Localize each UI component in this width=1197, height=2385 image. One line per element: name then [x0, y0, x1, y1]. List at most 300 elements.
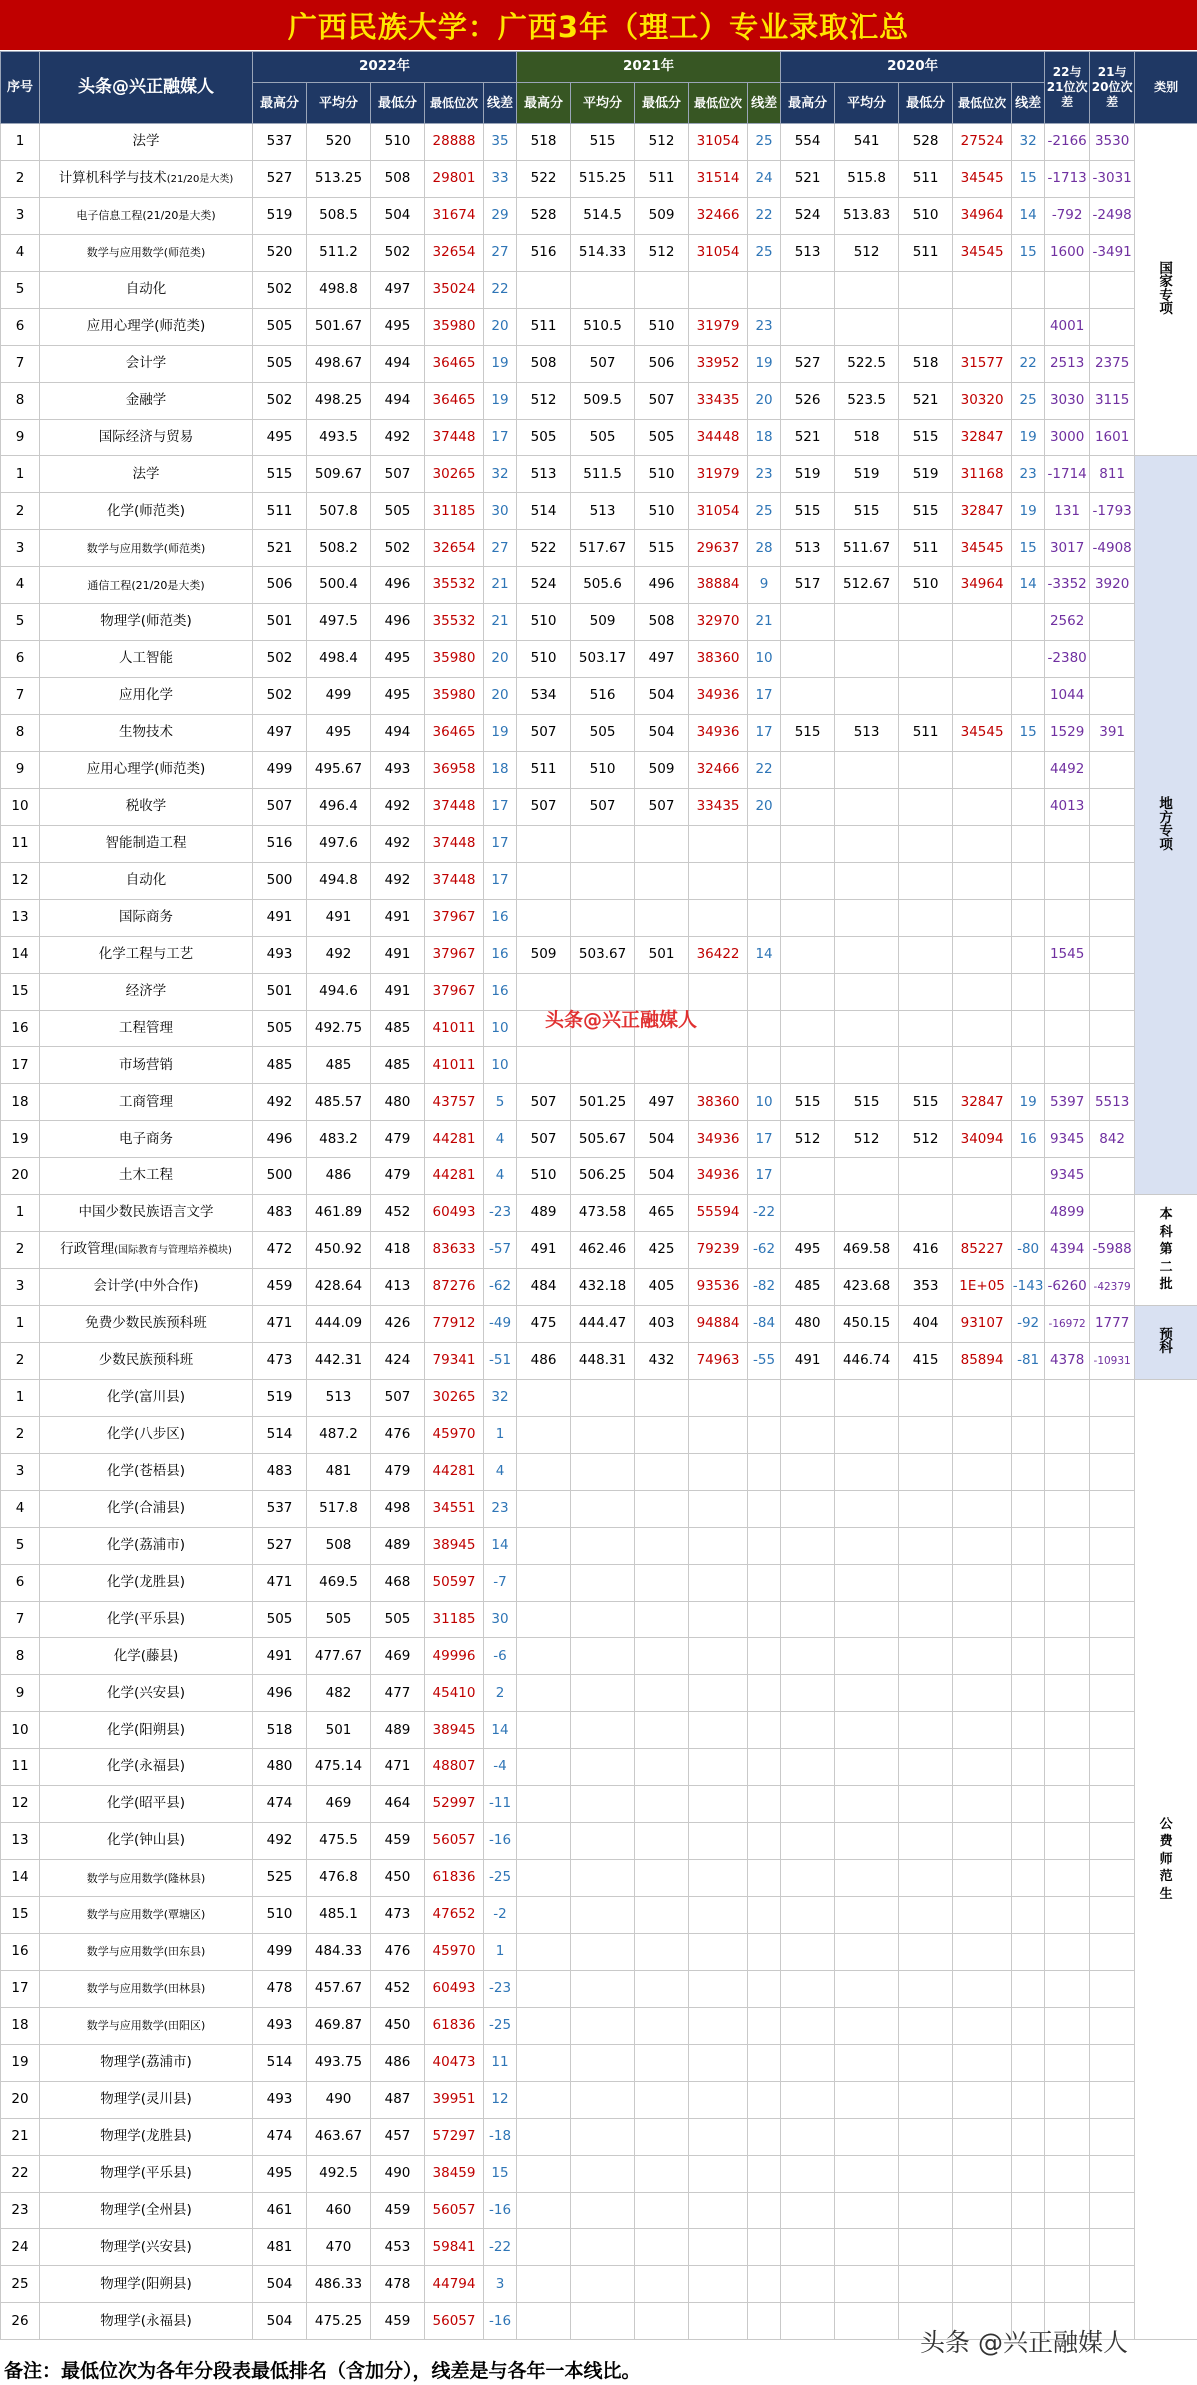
cell-y2021-max: 509	[517, 936, 571, 973]
cell-y2021-gap	[748, 1860, 781, 1897]
cell-y2020-min	[899, 862, 953, 899]
cell-y2022-gap: -16	[484, 2192, 517, 2229]
cell-y2021-gap	[748, 1933, 781, 1970]
row-seq: 17	[1, 1970, 40, 2007]
major-name: 应用心理学(师范类)	[86, 317, 206, 334]
cell-y2021-avg	[571, 1527, 635, 1564]
cell-diff-22-21	[1045, 1860, 1090, 1897]
cell-y2022-min: 477	[371, 1675, 425, 1712]
cell-y2022-max: 527	[253, 1527, 307, 1564]
cell-y2022-max: 505	[253, 345, 307, 382]
cell-y2020-min: 511	[899, 160, 953, 197]
header-year-2020: 2020年	[781, 52, 1045, 83]
cell-y2021-min	[635, 2044, 689, 2081]
row-major	[40, 1158, 253, 1195]
row-major	[40, 1379, 253, 1416]
cell-y2022-avg: 497.6	[307, 825, 371, 862]
cell-diff-22-21	[1045, 1416, 1090, 1453]
cell-y2021-rank: 33435	[689, 788, 748, 825]
cell-y2021-avg	[571, 1970, 635, 2007]
cell-y2022-avg: 486.33	[307, 2266, 371, 2303]
cell-y2020-gap	[1012, 1601, 1045, 1638]
major-name: 少数民族预科班	[98, 1352, 194, 1369]
cell-y2022-max: 527	[253, 160, 307, 197]
row-major	[40, 2303, 253, 2340]
cell-y2021-gap	[748, 1786, 781, 1823]
cell-diff-22-21: 4394	[1045, 1232, 1090, 1269]
cell-y2022-max: 510	[253, 1897, 307, 1934]
cell-y2022-min: 507	[371, 456, 425, 493]
cell-y2020-rank	[953, 2081, 1012, 2118]
row-seq: 23	[1, 2192, 40, 2229]
cell-y2022-min: 494	[371, 715, 425, 752]
cell-y2021-min	[635, 825, 689, 862]
cell-y2022-avg: 483.2	[307, 1121, 371, 1158]
cell-y2022-avg: 501	[307, 1712, 371, 1749]
row-major	[40, 382, 253, 419]
cell-y2021-max	[517, 1047, 571, 1084]
row-seq: 4	[1, 1490, 40, 1527]
cell-y2020-gap	[1012, 1527, 1045, 1564]
cell-y2022-gap: 20	[484, 678, 517, 715]
cell-y2022-min: 471	[371, 1749, 425, 1786]
cell-y2020-gap	[1012, 2229, 1045, 2266]
cell-y2020-avg: 523.5	[835, 382, 899, 419]
cell-y2021-avg	[571, 1490, 635, 1527]
cell-y2022-max: 501	[253, 604, 307, 641]
cell-y2022-gap: 15	[484, 2155, 517, 2192]
cell-y2022-min: 487	[371, 2081, 425, 2118]
major-name: 物理学(阳朔县)	[100, 2275, 192, 2292]
cell-y2020-min: 415	[899, 1342, 953, 1379]
cell-y2021-max	[517, 1601, 571, 1638]
cell-y2021-rank: 32970	[689, 604, 748, 641]
cell-diff-21-20	[1090, 973, 1135, 1010]
cell-y2020-max: 554	[781, 124, 835, 161]
cell-y2020-max	[781, 1823, 835, 1860]
cell-y2020-rank: 31577	[953, 345, 1012, 382]
cell-y2022-max: 492	[253, 1823, 307, 1860]
cell-y2022-rank: 37967	[425, 973, 484, 1010]
table-row	[1, 2266, 1197, 2303]
cell-y2021-min: 515	[635, 530, 689, 567]
cell-y2021-gap: -62	[748, 1232, 781, 1269]
major-name: 化学工程与工艺	[98, 945, 194, 962]
cell-y2021-rank	[689, 1564, 748, 1601]
row-seq: 5	[1, 271, 40, 308]
cell-y2022-min: 418	[371, 1232, 425, 1269]
major-name: 应用心理学(师范类)	[86, 761, 206, 778]
major-name: 化学(师范类)	[106, 502, 186, 519]
cell-y2020-avg	[835, 1601, 899, 1638]
cell-diff-21-20	[1090, 604, 1135, 641]
cell-y2022-min: 505	[371, 1601, 425, 1638]
cell-y2021-gap	[748, 1712, 781, 1749]
major-note: (21/20是大类)	[166, 174, 234, 186]
cell-y2021-rank	[689, 2118, 748, 2155]
row-seq: 5	[1, 1527, 40, 1564]
cell-y2021-gap: 14	[748, 936, 781, 973]
cell-y2022-max: 502	[253, 678, 307, 715]
cell-y2021-avg	[571, 1638, 635, 1675]
cell-y2020-avg	[835, 1010, 899, 1047]
cell-y2021-min	[635, 1970, 689, 2007]
row-seq: 6	[1, 308, 40, 345]
table-row	[1, 1342, 1197, 1379]
cell-diff-21-20	[1090, 2044, 1135, 2081]
cell-y2021-min: 512	[635, 234, 689, 271]
table-row	[1, 2007, 1197, 2044]
cell-diff-22-21: 4492	[1045, 751, 1090, 788]
category-label	[1135, 456, 1197, 1195]
row-seq: 16	[1, 1933, 40, 1970]
row-seq: 13	[1, 1823, 40, 1860]
cell-y2021-min: 510	[635, 456, 689, 493]
cell-y2020-rank: 93107	[953, 1306, 1012, 1343]
cell-y2022-gap: -49	[484, 1306, 517, 1343]
cell-y2020-gap	[1012, 936, 1045, 973]
cell-y2021-rank	[689, 1379, 748, 1416]
cell-y2020-avg: 450.15	[835, 1306, 899, 1343]
cell-diff-21-20	[1090, 2192, 1135, 2229]
row-seq: 9	[1, 1675, 40, 1712]
cell-y2020-avg	[835, 2007, 899, 2044]
cell-y2022-avg: 450.92	[307, 1232, 371, 1269]
major-name: 行政管理	[60, 1241, 115, 1258]
cell-y2022-min: 508	[371, 160, 425, 197]
cell-y2020-avg	[835, 1970, 899, 2007]
cell-y2021-min: 504	[635, 678, 689, 715]
cell-y2020-rank	[953, 751, 1012, 788]
table-row	[1, 899, 1197, 936]
row-major	[40, 1897, 253, 1934]
header-2020-col-2: 最低分	[899, 83, 953, 124]
cell-y2020-rank	[953, 825, 1012, 862]
cell-diff-22-21: 4013	[1045, 788, 1090, 825]
cell-y2020-max: 515	[781, 493, 835, 530]
cell-y2021-max	[517, 2192, 571, 2229]
cell-y2020-max: 521	[781, 160, 835, 197]
cell-y2021-max	[517, 1823, 571, 1860]
cell-y2020-gap	[1012, 1638, 1045, 1675]
cell-y2020-rank	[953, 308, 1012, 345]
cell-y2022-avg: 475.14	[307, 1749, 371, 1786]
cell-y2020-rank	[953, 2155, 1012, 2192]
cell-y2022-avg: 498.4	[307, 641, 371, 678]
table-row	[1, 1379, 1197, 1416]
row-major	[40, 862, 253, 899]
cell-y2020-max: 527	[781, 345, 835, 382]
cell-y2022-avg: 508.2	[307, 530, 371, 567]
cell-y2021-gap: 23	[748, 308, 781, 345]
cell-y2022-max: 519	[253, 197, 307, 234]
cell-y2021-max: 522	[517, 160, 571, 197]
cell-diff-22-21: -3352	[1045, 567, 1090, 604]
cell-diff-21-20	[1090, 936, 1135, 973]
cell-y2021-rank	[689, 2044, 748, 2081]
cell-y2020-rank	[953, 1527, 1012, 1564]
cell-y2020-max	[781, 1416, 835, 1453]
cell-diff-21-20	[1090, 1453, 1135, 1490]
cell-diff-21-20	[1090, 308, 1135, 345]
cell-y2020-rank	[953, 1601, 1012, 1638]
cell-y2022-min: 491	[371, 936, 425, 973]
cell-y2020-gap: 23	[1012, 456, 1045, 493]
cell-y2022-avg: 486	[307, 1158, 371, 1195]
major-name: 化学(平乐县)	[106, 1610, 186, 1627]
cell-y2021-max: 516	[517, 234, 571, 271]
cell-y2020-max: 485	[781, 1269, 835, 1306]
cell-y2022-rank: 41011	[425, 1010, 484, 1047]
cell-y2022-rank: 35980	[425, 641, 484, 678]
cell-diff-21-20	[1090, 1897, 1135, 1934]
table-row	[1, 641, 1197, 678]
table-row	[1, 936, 1197, 973]
cell-diff-21-20: -10931	[1090, 1342, 1135, 1379]
cell-y2020-avg	[835, 1453, 899, 1490]
cell-y2022-avg: 513	[307, 1379, 371, 1416]
cell-diff-22-21	[1045, 1010, 1090, 1047]
cell-y2022-max: 514	[253, 2044, 307, 2081]
cell-y2020-min	[899, 1933, 953, 1970]
table-row	[1, 1897, 1197, 1934]
cell-y2020-rank: 32847	[953, 1084, 1012, 1121]
major-name: 化学(富川县)	[106, 1389, 186, 1406]
cell-y2021-min	[635, 2007, 689, 2044]
cell-y2021-rank	[689, 2266, 748, 2303]
row-seq: 15	[1, 973, 40, 1010]
cell-diff-22-21: -1714	[1045, 456, 1090, 493]
cell-y2020-rank: 85894	[953, 1342, 1012, 1379]
cell-y2022-rank: 43757	[425, 1084, 484, 1121]
cell-y2021-min	[635, 2303, 689, 2340]
cell-y2021-min: 512	[635, 124, 689, 161]
cell-y2021-min	[635, 1675, 689, 1712]
cell-y2020-avg	[835, 1379, 899, 1416]
cell-y2020-avg	[835, 1527, 899, 1564]
cell-y2021-max	[517, 2229, 571, 2266]
row-major	[40, 160, 253, 197]
cell-y2021-avg	[571, 825, 635, 862]
cell-y2022-rank: 37448	[425, 788, 484, 825]
corner-watermark: 头条 @兴正融媒人	[920, 2328, 1128, 2357]
cell-y2022-gap: 17	[484, 788, 517, 825]
cell-diff-22-21	[1045, 271, 1090, 308]
cell-y2021-min	[635, 2081, 689, 2118]
cell-y2021-max	[517, 2303, 571, 2340]
cell-y2022-avg: 492.75	[307, 1010, 371, 1047]
cell-y2020-rank: 34545	[953, 530, 1012, 567]
cell-y2020-avg	[835, 1195, 899, 1232]
major-name: 化学(合浦县)	[106, 1499, 186, 1516]
table-row	[1, 1490, 1197, 1527]
cell-y2020-avg: 522.5	[835, 345, 899, 382]
cell-y2021-gap: 22	[748, 751, 781, 788]
cell-y2021-gap: 17	[748, 715, 781, 752]
cell-y2020-max	[781, 2303, 835, 2340]
table-row	[1, 1860, 1197, 1897]
cell-y2022-avg: 498.25	[307, 382, 371, 419]
cell-y2021-rank	[689, 1416, 748, 1453]
cell-y2022-gap: 22	[484, 271, 517, 308]
cell-diff-21-20	[1090, 1786, 1135, 1823]
cell-y2020-avg	[835, 2303, 899, 2340]
table-row	[1, 1749, 1197, 1786]
cell-y2021-avg: 513	[571, 493, 635, 530]
row-seq: 24	[1, 2229, 40, 2266]
cell-y2020-gap	[1012, 1823, 1045, 1860]
cell-y2021-rank: 79239	[689, 1232, 748, 1269]
cell-y2021-rank: 34936	[689, 1121, 748, 1158]
cell-y2020-max	[781, 271, 835, 308]
cell-diff-22-21: 2513	[1045, 345, 1090, 382]
cell-y2020-rank: 85227	[953, 1232, 1012, 1269]
cell-diff-21-20	[1090, 1527, 1135, 1564]
cell-diff-21-20	[1090, 1638, 1135, 1675]
cell-y2021-rank: 31514	[689, 160, 748, 197]
cell-y2020-avg: 519	[835, 456, 899, 493]
cell-y2020-max	[781, 862, 835, 899]
cell-y2022-gap: -25	[484, 2007, 517, 2044]
cell-y2021-max	[517, 899, 571, 936]
cell-y2022-rank: 37448	[425, 862, 484, 899]
row-seq: 21	[1, 2118, 40, 2155]
cell-y2021-min	[635, 2118, 689, 2155]
cell-y2021-rank	[689, 1010, 748, 1047]
cell-y2021-gap	[748, 1970, 781, 2007]
cell-y2020-gap: 15	[1012, 160, 1045, 197]
cell-y2022-min: 507	[371, 1379, 425, 1416]
cell-diff-21-20	[1090, 1047, 1135, 1084]
cell-y2021-avg: 507	[571, 345, 635, 382]
cell-y2021-max: 514	[517, 493, 571, 530]
cell-y2020-min	[899, 678, 953, 715]
cell-y2020-min	[899, 2044, 953, 2081]
cell-y2022-gap: 5	[484, 1084, 517, 1121]
cell-y2021-max	[517, 2266, 571, 2303]
row-major	[40, 1342, 253, 1379]
cell-y2020-min	[899, 1195, 953, 1232]
row-major	[40, 197, 253, 234]
cell-y2022-max: 471	[253, 1564, 307, 1601]
cell-y2021-gap	[748, 1675, 781, 1712]
major-name: 税收学	[125, 798, 167, 815]
cell-y2021-rank: 33952	[689, 345, 748, 382]
cell-diff-22-21	[1045, 1823, 1090, 1860]
row-seq: 2	[1, 1342, 40, 1379]
row-seq: 9	[1, 419, 40, 456]
cell-diff-22-21: -2166	[1045, 124, 1090, 161]
row-major	[40, 788, 253, 825]
cell-y2020-rank	[953, 1823, 1012, 1860]
cell-y2022-gap: 2	[484, 1675, 517, 1712]
cell-y2020-avg	[835, 1416, 899, 1453]
cell-y2020-avg: 518	[835, 419, 899, 456]
row-major	[40, 1269, 253, 1306]
table-row	[1, 456, 1197, 493]
row-seq: 19	[1, 2044, 40, 2081]
cell-diff-22-21	[1045, 825, 1090, 862]
cell-y2022-avg: 485.57	[307, 1084, 371, 1121]
cell-diff-21-20	[1090, 271, 1135, 308]
cell-y2021-min	[635, 1933, 689, 1970]
row-seq: 13	[1, 899, 40, 936]
table-row	[1, 567, 1197, 604]
cell-y2021-gap	[748, 1010, 781, 1047]
cell-y2020-avg	[835, 1712, 899, 1749]
cell-y2021-rank	[689, 2007, 748, 2044]
cell-y2020-min	[899, 825, 953, 862]
header-brand: 头条@兴正融媒人	[40, 52, 253, 124]
cell-y2021-gap	[748, 2192, 781, 2229]
cell-y2022-max: 492	[253, 1084, 307, 1121]
cell-y2020-max: 491	[781, 1342, 835, 1379]
cell-y2021-min: 510	[635, 308, 689, 345]
cell-y2022-avg: 508	[307, 1527, 371, 1564]
header-seq: 序号	[1, 52, 40, 124]
cell-diff-21-20: 3530	[1090, 124, 1135, 161]
cell-y2022-min: 492	[371, 825, 425, 862]
cell-y2022-max: 485	[253, 1047, 307, 1084]
cell-y2022-min: 502	[371, 234, 425, 271]
row-seq: 7	[1, 1601, 40, 1638]
row-major	[40, 1195, 253, 1232]
cell-y2022-max: 493	[253, 2081, 307, 2118]
cell-diff-22-21	[1045, 1749, 1090, 1786]
cell-y2021-min: 497	[635, 641, 689, 678]
major-name: 化学(八步区)	[106, 1426, 186, 1443]
cell-y2022-gap: 32	[484, 1379, 517, 1416]
cell-y2021-min	[635, 1897, 689, 1934]
row-major	[40, 641, 253, 678]
table-row	[1, 530, 1197, 567]
cell-y2020-avg	[835, 1158, 899, 1195]
cell-y2021-min: 496	[635, 567, 689, 604]
cell-y2020-min	[899, 899, 953, 936]
cell-y2020-max	[781, 604, 835, 641]
cell-diff-22-21: 3017	[1045, 530, 1090, 567]
row-major	[40, 1970, 253, 2007]
cell-y2021-min: 511	[635, 160, 689, 197]
cell-diff-22-21	[1045, 1897, 1090, 1934]
cell-y2021-max	[517, 1712, 571, 1749]
cell-diff-21-20	[1090, 2118, 1135, 2155]
cell-y2020-max	[781, 936, 835, 973]
cell-y2022-max: 505	[253, 1010, 307, 1047]
cell-diff-21-20: 5513	[1090, 1084, 1135, 1121]
cell-y2021-max	[517, 825, 571, 862]
table-row	[1, 788, 1197, 825]
row-major	[40, 1712, 253, 1749]
major-name: 数学与应用数学(师范类)	[86, 246, 206, 260]
cell-y2021-rank: 38360	[689, 641, 748, 678]
table-row	[1, 271, 1197, 308]
cell-y2022-gap: 21	[484, 604, 517, 641]
cell-y2022-max: 516	[253, 825, 307, 862]
cell-y2021-min	[635, 1638, 689, 1675]
cell-y2022-rank: 30265	[425, 456, 484, 493]
cell-y2021-min	[635, 1416, 689, 1453]
cell-y2020-gap	[1012, 2192, 1045, 2229]
cell-y2021-rank	[689, 1823, 748, 1860]
cell-y2022-gap: 18	[484, 751, 517, 788]
cell-y2022-min: 485	[371, 1047, 425, 1084]
category-text: 本科第二批	[1159, 1207, 1173, 1293]
row-major	[40, 899, 253, 936]
cell-y2020-rank	[953, 1860, 1012, 1897]
row-major	[40, 1490, 253, 1527]
cell-y2021-rank: 94884	[689, 1306, 748, 1343]
